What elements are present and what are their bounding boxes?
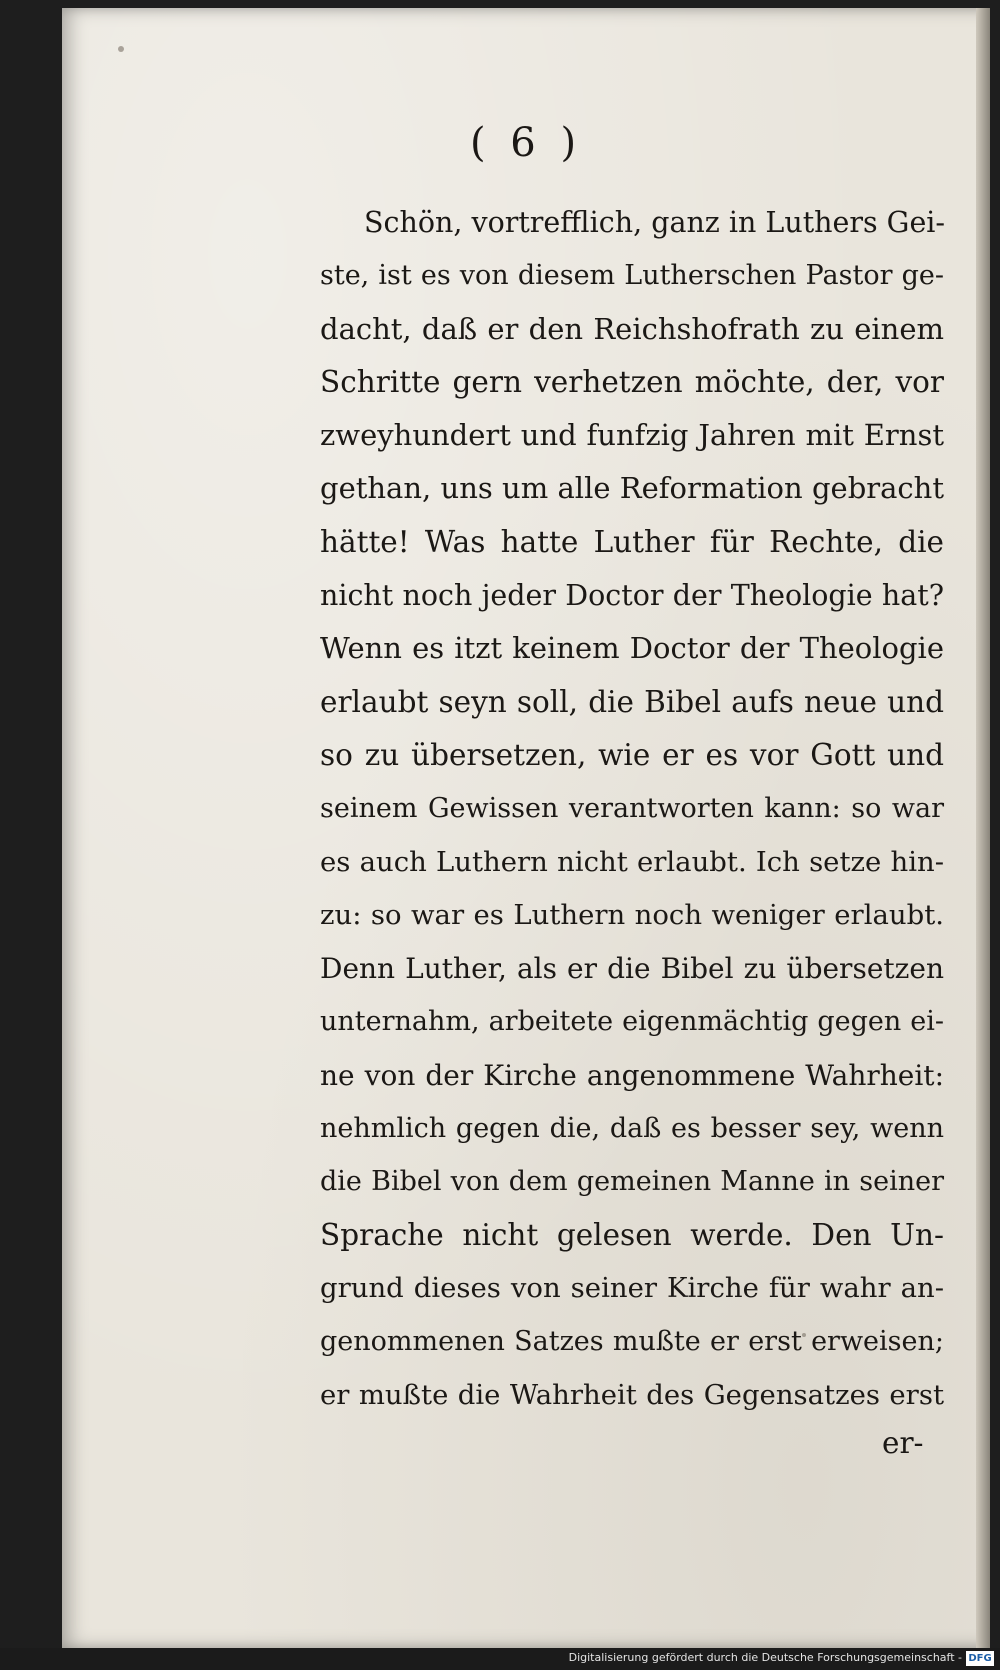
dfg-logo: DFG [966,1651,994,1666]
text-line: Wenn es itzt keinem Doctor der Theologie [320,631,944,666]
page-edge [976,8,990,1648]
text-line: zweyhundert und funfzig Jahren mit Ernst [320,418,944,453]
catchword: er- [882,1426,924,1460]
text-line: seinem Gewissen verantworten kann: so war [320,793,944,825]
text-line: er mußte die Wahrheit des Gegensatzes erst [320,1378,944,1411]
funding-credit: Digitalisierung gefördert durch die Deutsche Forschungsgemeinschaft - [568,1651,962,1664]
book-page [62,8,990,1648]
text-line: dacht, daß er den Reichshofrath zu einem [320,311,944,346]
text-line: nehmlich gegen die, daß es besser sey, wenn [320,1113,944,1145]
page-number: ( 6 ) [469,120,583,166]
text-line: erlaubt seyn soll, die Bibel aufs neue und [320,684,944,719]
text-line: genommenen Satzes mußte er erst erweisen; [320,1326,944,1358]
text-line: grund dieses von seiner Kirche für wahr an- [320,1271,944,1304]
text-line: es auch Luthern nicht erlaubt. Ich setze hin- [320,845,944,878]
paper-fleck [118,46,124,52]
text-line: die Bibel von dem gemeinen Manne in seiner [320,1166,944,1198]
text-line: unternahm, arbeitete eigenmächtig gegen ei- [320,1006,944,1038]
text-line: zu: so war es Luthern noch weniger erlaubt. [320,898,944,931]
text-line: Sprache nicht gelesen werde. Den Un- [320,1217,944,1252]
text-line: hätte! Was hatte Luther für Rechte, die [320,524,944,559]
text-line: ne von der Kirche angenommene Wahrheit: [320,1058,944,1092]
text-line: Denn Luther, als er die Bibel zu übersetzen [320,952,944,986]
text-line: so zu übersetzen, wie er es vor Gott und [320,737,944,772]
footer-bar [0,1648,1000,1670]
text-line: Schön, vortrefflich, ganz in Luthers Gei- [364,206,946,239]
body-text [320,196,944,1422]
text-line: ste, ist es von diesem Lutherschen Pastor ge- [320,260,944,292]
text-line: nicht noch jeder Doctor der Theologie hat? [320,579,944,613]
text-line: gethan, uns um alle Reformation gebracht [320,471,944,506]
text-line: Schritte gern verhetzen möchte, der, vor [320,364,944,399]
